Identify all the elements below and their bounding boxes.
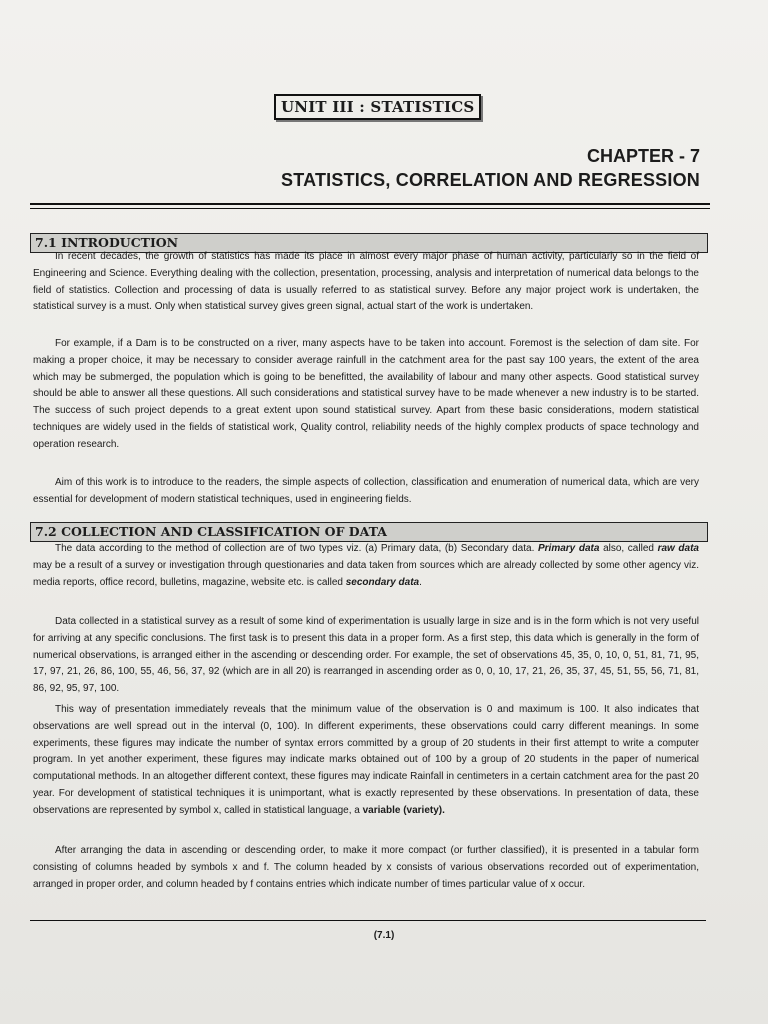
text-run: also, called xyxy=(599,543,658,554)
emphasis-term: variable (variety). xyxy=(362,804,445,816)
paragraph: Data collected in a statistical survey as a result of some kind of experimentation is usually large in size and is in the form which is not very useful for arriving at any specific conclusions. The first task is to present this data in a proper form. As a first step, this data which is generally in the form of numerical observations, is arranged either in the ascending or descending order. For example, the set of observations 45, 35, 0, 10, 0, 51, 81, 71, 95, 17, 97, 21, 26, 86, 100, 55, 46, 56, 37, 92 (which are in all 20) is rearranged in ascending order as 0, 0, 10, 17, 21, 26, 35, 37, 45, 51, 55, 56, 71, 81, 86, 92, 95, 97, 100. xyxy=(33,616,699,695)
text-run: may be a result of a survey or investigation through questionaries and data taken from sources which are already collected by some other agency viz. media reports, office record, bulletins, magazine, website etc. is called xyxy=(33,559,699,588)
chapter-title: STATISTICS, CORRELATION AND REGRESSION xyxy=(281,170,700,190)
emphasis-term: raw data xyxy=(657,543,699,554)
paragraph: In recent decades, the growth of statistics has made its place in almost every major phase of human activity, particularly so in the field of Engineering and Science. Everything dealing with the collection, presentation, processing, analysis and interpretation of numerical data belongs to the field of statistics. Collection and processing of data is usually referred to as statistical survey. Before any major project work is undertaken, the statistical survey is a must. Only when statistical survey gives green signal, actual start of the work is undertaken. xyxy=(33,251,699,313)
text-run: The data according to the method of collection are of two types viz. (a) Primary data, (b) Secondary data. xyxy=(55,543,538,554)
text-run: . xyxy=(419,576,422,588)
emphasis-term: secondary data xyxy=(345,576,420,588)
page-number: (7.1) xyxy=(373,930,395,941)
chapter-number: CHAPTER - 7 xyxy=(586,146,700,166)
section-heading-bar xyxy=(30,522,708,542)
paragraph xyxy=(33,541,699,591)
title-rule-thin xyxy=(30,208,710,209)
paragraph xyxy=(33,702,699,820)
section-heading: 7.1 INTRODUCTION xyxy=(35,235,179,250)
title-rule-thick xyxy=(30,203,710,205)
paragraph: For example, if a Dam is to be constructed on a river, many aspects have to be taken into account. Foremost is the selection of dam site. For making a proper choice, it may be necessary to consider average rainfull in the catchment area for the past say 100 years, the extent of the area which may be submerged, the population which is going to be benefitted, the availability of labour and many other aspects. Good statistical survey should be able to answer all these questions. All such considerations and statistical survey have to be made whenever a new industry is to be started. The success of such project depends to a great extent upon sound statistical survey. Apart from these basic considerations, modern statistical techniques are widely used in the fields of statistical work, Quality control, reliability needs of the highly complex products of space technology and operation research. xyxy=(33,338,699,450)
paragraph: Aim of this work is to introduce to the readers, the simple aspects of collection, classification and enumeration of numerical data, which are very essential for development of modern statistical techniques, used in engineering fields. xyxy=(33,477,699,505)
emphasis-term: Primary data xyxy=(538,543,600,554)
footer-rule xyxy=(30,920,706,921)
section-heading: 7.2 COLLECTION AND CLASSIFICATION OF DATA xyxy=(35,524,387,539)
paragraph: After arranging the data in ascending or descending order, to make it more compact (or further classified), it is presented in a tabular form consisting of columns headed by symbols x and f. The column headed by x consists of various observations recorded out of experimentation, arranged in proper order, and column headed by f contains entries which indicate number of times particular value of x occur. xyxy=(33,845,699,890)
unit-label: UNIT III : STATISTICS xyxy=(281,98,475,116)
unit-label-box xyxy=(274,94,481,120)
text-run: This way of presentation immediately reveals that the minimum value of the observation is 0 and maximum is 100. It also indicates that observations are well spread out in the interval (0, 100). In different experiments, these observations could carry different meanings. In some experiments, these figures may indicate the number of syntax errors committed by a group of 20 students in their first attempt to write a computer program. In yet another experiment, these figures may indicate marks obtained out of 100 by a group of 20 students in the paper of numerical computational methods. In an altogether different context, these figures may indicate Rainfall in centimeters in a certain catchment area for the past 20 year. For development of statistical techniques it is unimportant, what is exactly represented by these observations. In presentation of data, these observations are represented by symbol x, called in statistical language, a xyxy=(33,704,699,816)
